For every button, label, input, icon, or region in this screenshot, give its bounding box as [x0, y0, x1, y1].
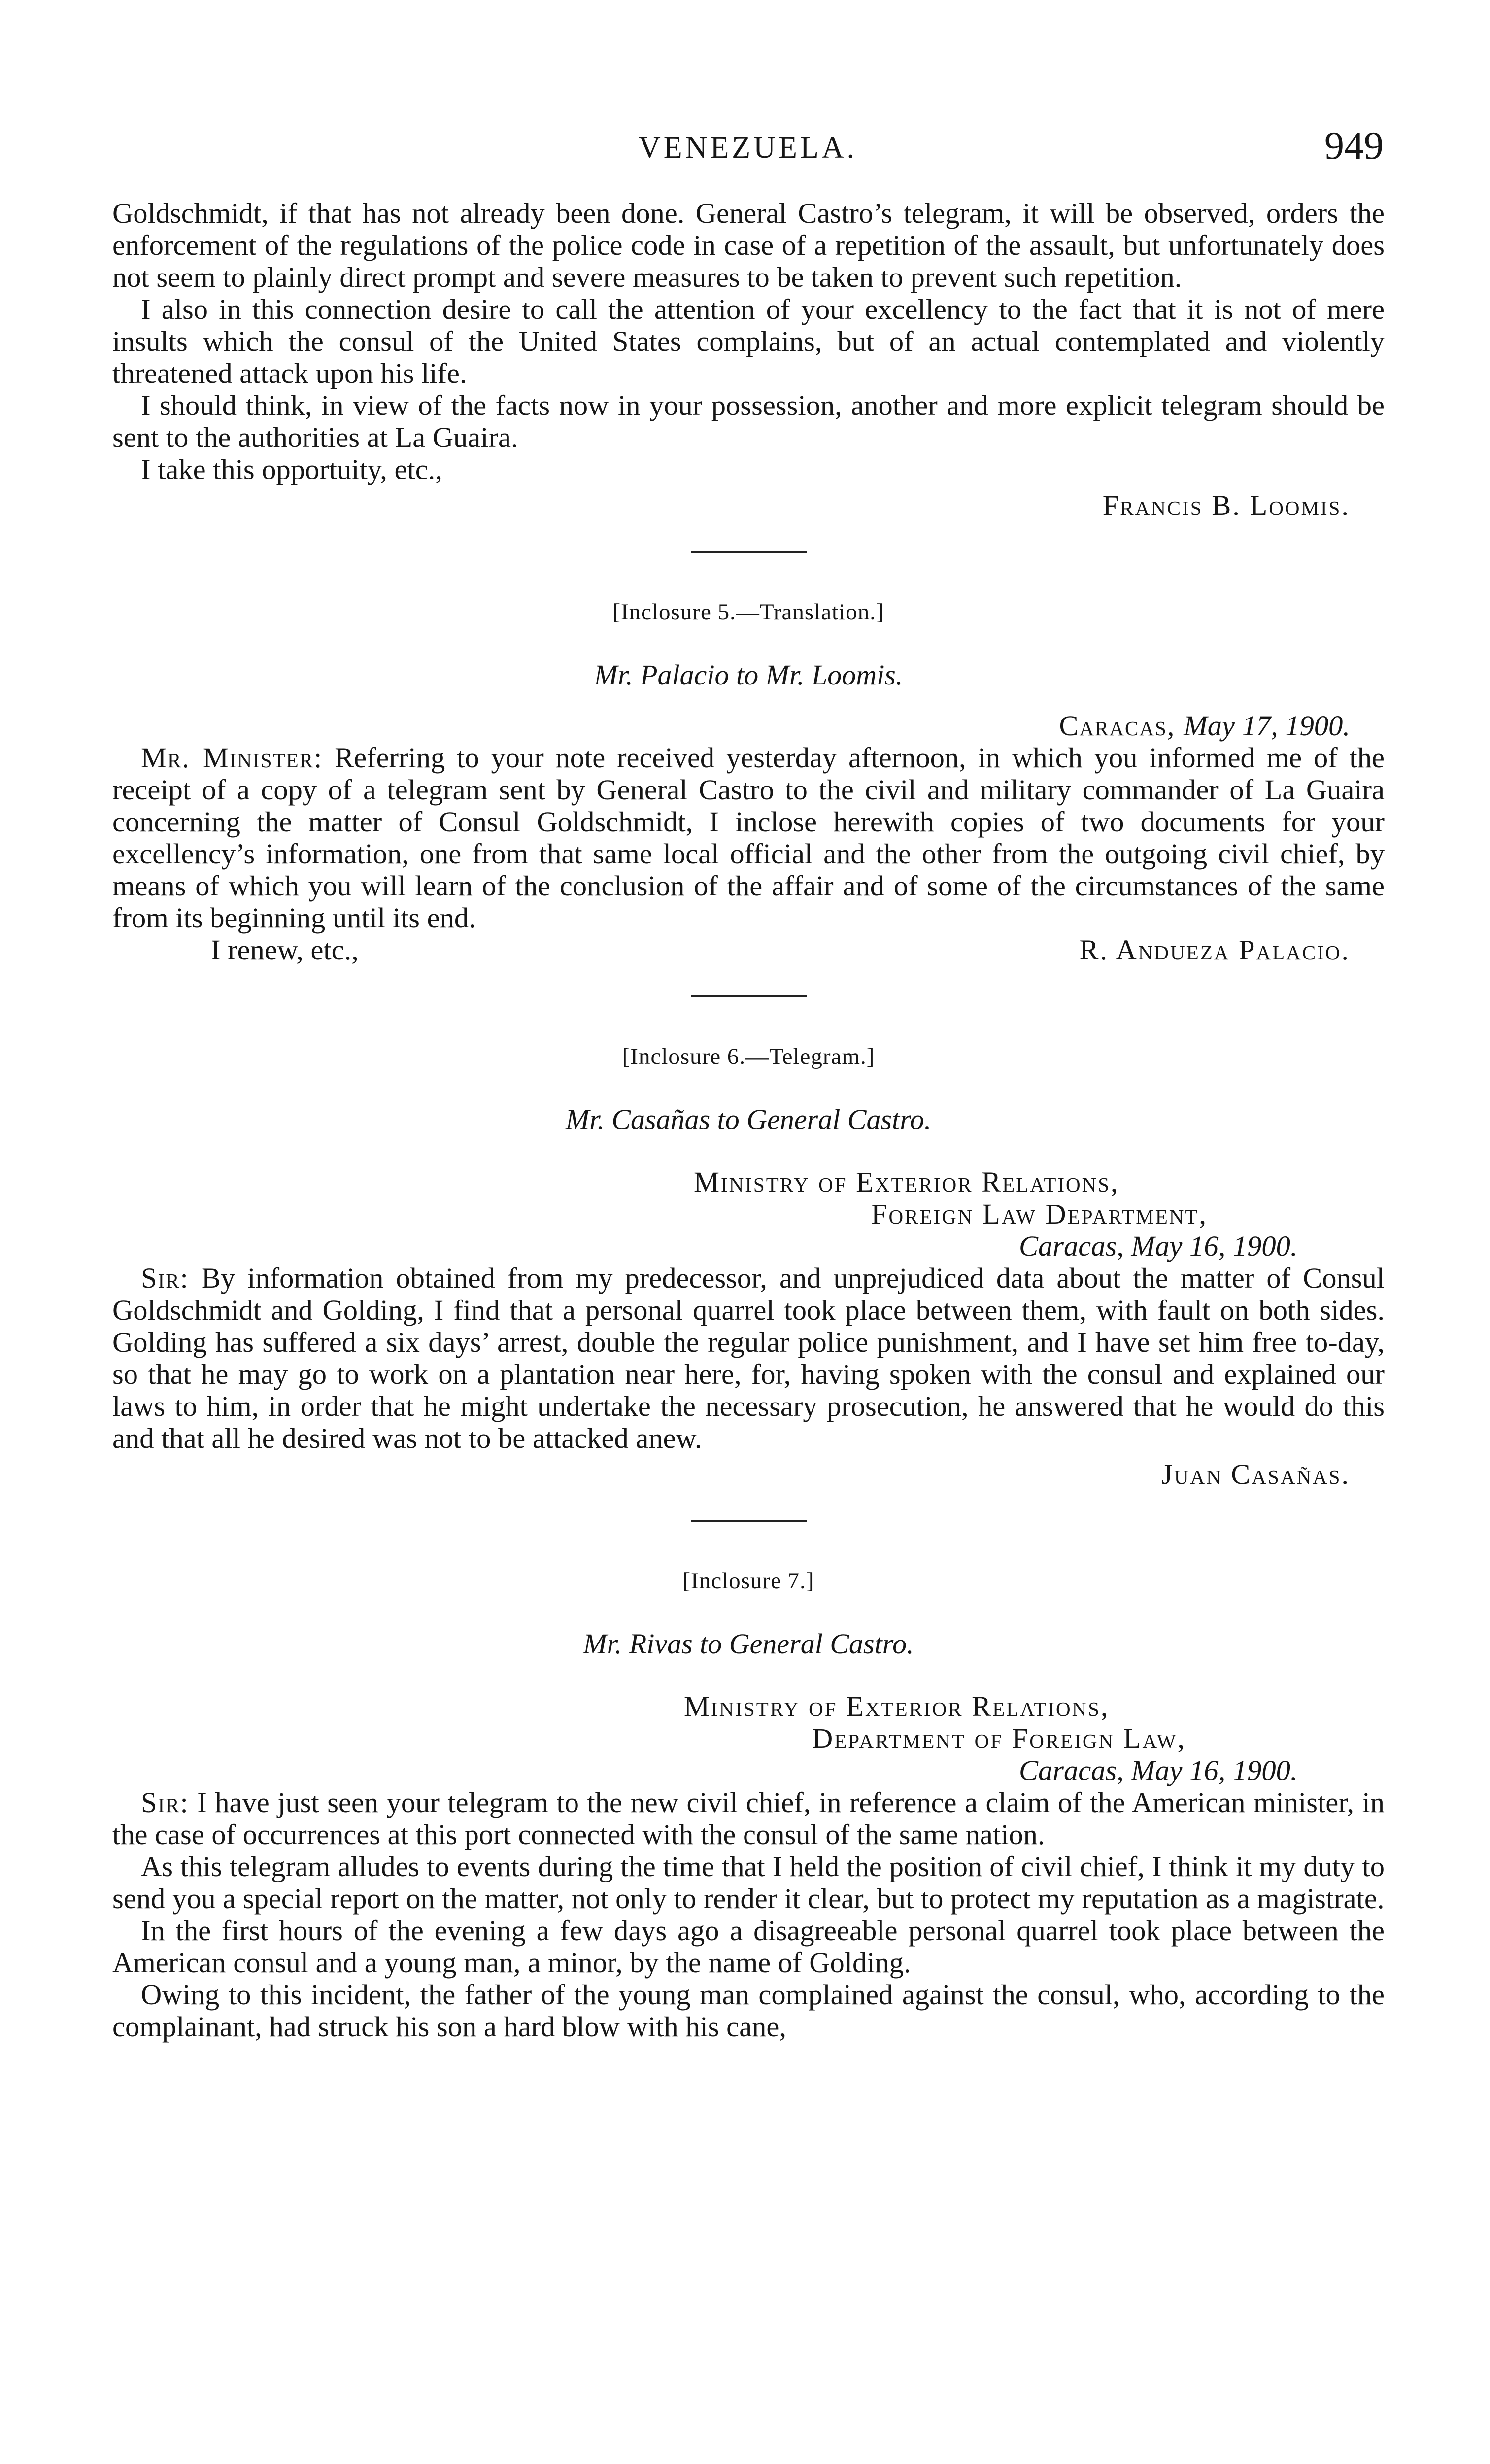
paragraph: Owing to this incident, the father of the young man complained against the consul, who, according to the complainant, had struck his son a hard blow with his cane, — [112, 1979, 1385, 2043]
inclosure-label: [Inclosure 5.—Translation.] — [612, 599, 884, 625]
paragraph — [112, 1786, 1385, 1850]
letter-heading: Mr. Palacio to Mr. Loomis. — [594, 659, 903, 691]
address-line: Foreign Law Department, — [871, 1198, 1208, 1230]
address-line: Department of Foreign Law, — [812, 1722, 1186, 1754]
dateline-date: May 17, 1900. — [1184, 710, 1350, 742]
address-line: Ministry of Exterior Relations, — [684, 1690, 1110, 1722]
dateline — [112, 710, 1385, 742]
page-number: 949 — [1324, 124, 1384, 168]
address-line: Ministry of Exterior Relations, — [694, 1166, 1119, 1198]
address-line: Caracas, May 16, 1900. — [1019, 1754, 1298, 1786]
section-divider — [691, 995, 807, 997]
inclosure-label: [Inclosure 7.] — [682, 1568, 814, 1594]
salutation: Mr. Minister: — [141, 742, 323, 774]
section-divider — [691, 1520, 807, 1522]
paragraph — [112, 1262, 1385, 1454]
signature: Juan Casañas. — [1161, 1458, 1350, 1490]
paragraph-text: By information obtained from my predecessor, and unprejudiced data about the matter of Consul Goldschmidt and Golding, I find that a personal quarrel took place between them, with fault on both sides. Golding has suffered a six days’ arrest, double the regular police punishment, and I have set him free to-day, so that he may go to work on a plantation near here, for, having spoken with the consul and explained our laws to him, in order that he might undertake the necessary prosecution, he answered that he would do this and that all he desired was not to be attacked anew. — [112, 1262, 1385, 1454]
address-line: Caracas, May 16, 1900. — [1019, 1230, 1298, 1262]
paragraph-text: Referring to your note received yesterday afternoon, in which you informed me of the receipt of a copy of a telegram sent by General Castro to the civil and military commander of La Guaira concerning the matter of Consul Goldschmidt, I inclose herewith copies of two documents for your excellency’s information, one from that same local official and the other from the outgoing civil chief, by means of which you will learn of the conclusion of the affair and of some of the circumstances of the same from its beginning until its end. — [112, 742, 1385, 934]
paragraph: In the first hours of the evening a few days ago a disagreeable personal quarrel took place between the American consul and a young man, a minor, by the name of Golding. — [112, 1915, 1385, 1979]
letter-heading: Mr. Casañas to General Castro. — [565, 1103, 932, 1135]
salutation: Sir: — [141, 1262, 189, 1294]
paragraph: I also in this connection desire to call the attention of your excellency to the fact that it is not of mere insults which the consul of the United States complains, but of an actual contemplated and violently threatened attack upon his life. — [112, 293, 1385, 389]
page-body — [112, 197, 1385, 2043]
page-header — [112, 124, 1384, 175]
paragraph: Goldschmidt, if that has not already been done. General Castro’s telegram, it will be observed, orders the enforcement of the regulations of the police code in case of a repetition of the assault, but unfortunately does not seem to plainly direct prompt and severe measures to be taken to prevent such repetition. — [112, 197, 1385, 293]
closing-line — [112, 934, 1385, 966]
paragraph — [112, 742, 1385, 934]
letter-address — [112, 1690, 1385, 1786]
running-head: VENEZUELA. — [639, 131, 857, 165]
dateline-place: Caracas, — [1059, 710, 1176, 742]
inclosure-label: [Inclosure 6.—Telegram.] — [622, 1044, 875, 1069]
letter-address — [112, 1166, 1385, 1262]
paragraph-text: I have just seen your telegram to the new civil chief, in reference a claim of the American minister, in the case of occurrences at this port connected with the consul of the same nation. — [112, 1786, 1385, 1850]
signature: R. Andueza Palacio. — [1079, 934, 1350, 966]
signature: Francis B. Loomis. — [1102, 489, 1350, 521]
paragraph: I take this opportuity, etc., — [141, 453, 442, 485]
salutation: Sir: — [141, 1786, 189, 1818]
section-divider — [691, 551, 807, 553]
paragraph: I should think, in view of the facts now in your possession, another and more explicit telegram should be sent to the authorities at La Guaira. — [112, 389, 1385, 453]
closing: I renew, etc., — [211, 934, 359, 966]
paragraph: As this telegram alludes to events during the time that I held the position of civil chief, I think it my duty to send you a special report on the matter, not only to render it clear, but to protect my reputation as a magistrate. — [112, 1850, 1385, 1915]
letter-heading: Mr. Rivas to General Castro. — [583, 1628, 914, 1660]
